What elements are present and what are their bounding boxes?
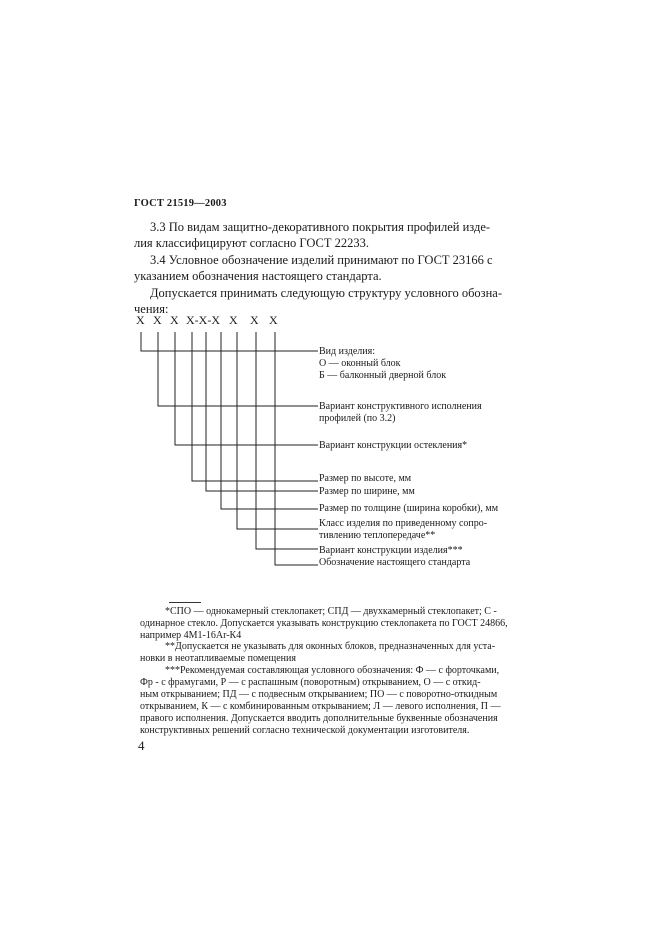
scheme-label: Вариант конструктивного исполнения xyxy=(319,401,482,412)
paragraph-line: 3.3 По видам защитно-декоративного покрытия профилей изде- xyxy=(150,220,491,234)
paragraph-line: Допускается принимать следующую структуру условного обозна- xyxy=(150,286,503,300)
page-number: 4 xyxy=(138,738,145,753)
footnote-line: ***Рекомендуемая составляющая условного обозначения: Ф — с форточками, xyxy=(165,665,500,676)
scheme-label: Вариант конструкции остекления* xyxy=(319,440,468,451)
scheme-symbol: X xyxy=(269,313,278,327)
footnote-line: Фр - с фрамугами, Р — с распашным (поворотным) открыванием, О — с откид- xyxy=(140,677,481,688)
footnote-line: ным открыванием; ПД — с подвесным открыванием; ПО — с поворотно-откидным xyxy=(140,689,498,700)
footnote-line: например 4М1-16Ar-К4 xyxy=(140,630,242,641)
scheme-label: Обозначение настоящего стандарта xyxy=(319,557,471,568)
footnote-line: одинарное стекло. Допускается указывать конструкцию стеклопакета по ГОСТ 24866, xyxy=(140,618,508,629)
footnote-line: правого исполнения. Допускается вводить дополнительные буквенные обозначения xyxy=(140,713,498,724)
scheme-label: О — оконный блок xyxy=(319,358,401,369)
scheme-label: тивлению теплопередаче** xyxy=(319,530,436,541)
footnote-separator xyxy=(169,602,201,603)
footnote-line: **Допускается не указывать для оконных блоков, предназначенных для уста- xyxy=(165,641,496,652)
document-header: ГОСТ 21519—2003 xyxy=(134,198,227,209)
scheme-label: Вариант конструкции изделия*** xyxy=(319,545,463,556)
footnote-line: конструктивных решений согласно технической документации изготовителя. xyxy=(140,725,470,736)
scheme-label: Класс изделия по приведенному сопро- xyxy=(319,518,488,529)
scheme-label: Размер по высоте, мм xyxy=(319,473,412,484)
scheme-symbol: X xyxy=(170,313,179,327)
footnote-line: новки в неотапливаемые помещения xyxy=(140,653,296,664)
paragraph-line: 3.4 Условное обозначение изделий принимают по ГОСТ 23166 с xyxy=(150,253,493,267)
scheme-symbol: X xyxy=(250,313,259,327)
paragraph-line: чения: xyxy=(134,302,169,316)
paragraph-line: лия классифицируют согласно ГОСТ 22233. xyxy=(134,236,369,250)
paragraph-line: указанием обозначения настоящего стандарта. xyxy=(134,269,382,283)
scheme-symbol: X xyxy=(229,313,238,327)
scheme-label: профилей (по 3.2) xyxy=(319,413,396,424)
footnote-line: открыванием, К — с комбинированным открыванием; Л — левого исполнения, П — xyxy=(140,701,501,712)
footnote-line: *СПО — однокамерный стеклопакет; СПД — двухкамерный стеклопакет; С - xyxy=(165,606,497,617)
scheme-label: Размер по толщине (ширина коробки), мм xyxy=(319,503,499,514)
scheme-symbol: X xyxy=(153,313,162,327)
scheme-label: Б — балконный дверной блок xyxy=(319,370,447,381)
scheme-symbol: X-X-X xyxy=(186,313,220,327)
scheme-symbol: X xyxy=(136,313,145,327)
scheme-label: Размер по ширине, мм xyxy=(319,486,415,497)
scheme-label: Вид изделия: xyxy=(319,346,375,357)
